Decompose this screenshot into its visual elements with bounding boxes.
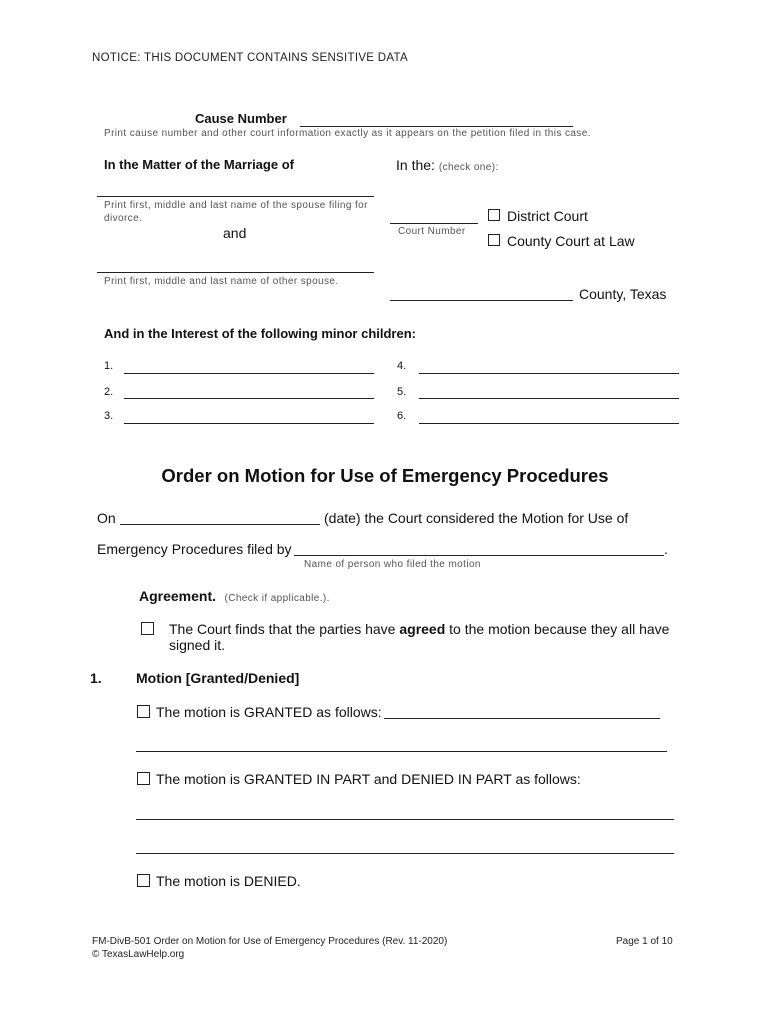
child-4-number: 4.	[397, 360, 407, 372]
spouse1-hint: Print first, middle and last name of the spouse filing for divorce.	[104, 200, 368, 224]
county-court-checkbox[interactable]	[488, 234, 500, 246]
and-text: and	[223, 225, 247, 241]
spouse1-name-field[interactable]	[97, 196, 374, 197]
filed-by-period: .	[664, 541, 668, 557]
cause-number-label: Cause Number	[195, 111, 287, 126]
agreement-hint: (Check if applicable.).	[224, 593, 330, 604]
spouse2-hint: Print first, middle and last name of other spouse.	[104, 276, 339, 287]
sensitive-data-notice: NOTICE: THIS DOCUMENT CONTAINS SENSITIVE DATA	[92, 52, 408, 64]
check-one-hint: (check one):	[438, 162, 499, 173]
child-1-number: 1.	[104, 360, 114, 372]
child-5-field[interactable]	[419, 398, 679, 399]
agreement-text-line2: signed it.	[169, 637, 226, 653]
footer-form-id: FM-DivB-501 Order on Motion for Use of Emergency Procedures (Rev. 11-2020)	[92, 936, 448, 947]
granted-details-field[interactable]	[384, 718, 660, 719]
child-6-number: 6.	[397, 410, 407, 422]
children-heading: And in the Interest of the following minor children:	[104, 326, 416, 341]
date-text: (date) the Court considered the Motion for Use of	[324, 510, 629, 526]
granted-checkbox[interactable]	[137, 705, 150, 718]
in-the-label	[396, 157, 499, 173]
child-2-field[interactable]	[124, 398, 374, 399]
granted-in-part-checkbox[interactable]	[137, 772, 150, 785]
county-texas-label: County, Texas	[579, 286, 667, 302]
filer-name-hint: Name of person who filed the motion	[304, 559, 481, 570]
agreement-text-bold: agreed	[399, 621, 446, 637]
denied-label: The motion is DENIED.	[156, 873, 301, 889]
order-title: Order on Motion for Use of Emergency Procedures	[161, 465, 609, 486]
agreement-text-line1	[169, 621, 669, 637]
county-court-label: County Court at Law	[507, 233, 635, 249]
agreement-checkbox[interactable]	[141, 622, 154, 635]
agreement-heading-row	[139, 588, 330, 606]
child-4-field[interactable]	[419, 373, 679, 374]
child-3-field[interactable]	[124, 423, 374, 424]
granted-label: The motion is GRANTED as follows:	[156, 704, 382, 720]
court-number-label: Court Number	[398, 226, 466, 237]
county-name-field[interactable]	[390, 300, 573, 301]
on-label: On	[97, 510, 116, 526]
motion-heading: Motion [Granted/Denied]	[136, 670, 300, 686]
filer-name-field[interactable]	[294, 555, 664, 556]
date-field[interactable]	[120, 524, 320, 525]
agreement-text-before: The Court finds that the parties have	[169, 621, 396, 637]
cause-number-field[interactable]	[300, 126, 573, 127]
district-court-checkbox[interactable]	[488, 209, 500, 221]
court-number-field[interactable]	[390, 223, 478, 224]
spouse2-name-field[interactable]	[97, 272, 374, 273]
child-3-number: 3.	[104, 410, 114, 422]
in-the-text: In the:	[396, 157, 435, 173]
child-2-number: 2.	[104, 386, 114, 398]
child-6-field[interactable]	[419, 423, 679, 424]
cause-instruction: Print cause number and other court information exactly as it appears on the petition filed in this case.	[104, 128, 591, 139]
granted-in-part-line2[interactable]	[136, 853, 674, 854]
agreement-text-after: to the motion because they all have	[449, 621, 670, 637]
denied-checkbox[interactable]	[137, 874, 150, 887]
granted-in-part-label: The motion is GRANTED IN PART and DENIED IN PART as follows:	[156, 771, 581, 787]
agreement-heading: Agreement.	[139, 588, 217, 604]
child-1-field[interactable]	[124, 373, 374, 374]
child-5-number: 5.	[397, 386, 407, 398]
district-court-label: District Court	[507, 208, 588, 224]
footer-site: © TexasLawHelp.org	[92, 949, 185, 960]
filed-by-label: Emergency Procedures filed by	[97, 541, 292, 557]
matter-heading: In the Matter of the Marriage of	[104, 157, 294, 172]
footer-page-number: Page 1 of 10	[616, 936, 673, 947]
granted-in-part-line1[interactable]	[136, 819, 674, 820]
motion-section-number: 1.	[90, 670, 102, 686]
granted-details-line2[interactable]	[136, 751, 667, 752]
